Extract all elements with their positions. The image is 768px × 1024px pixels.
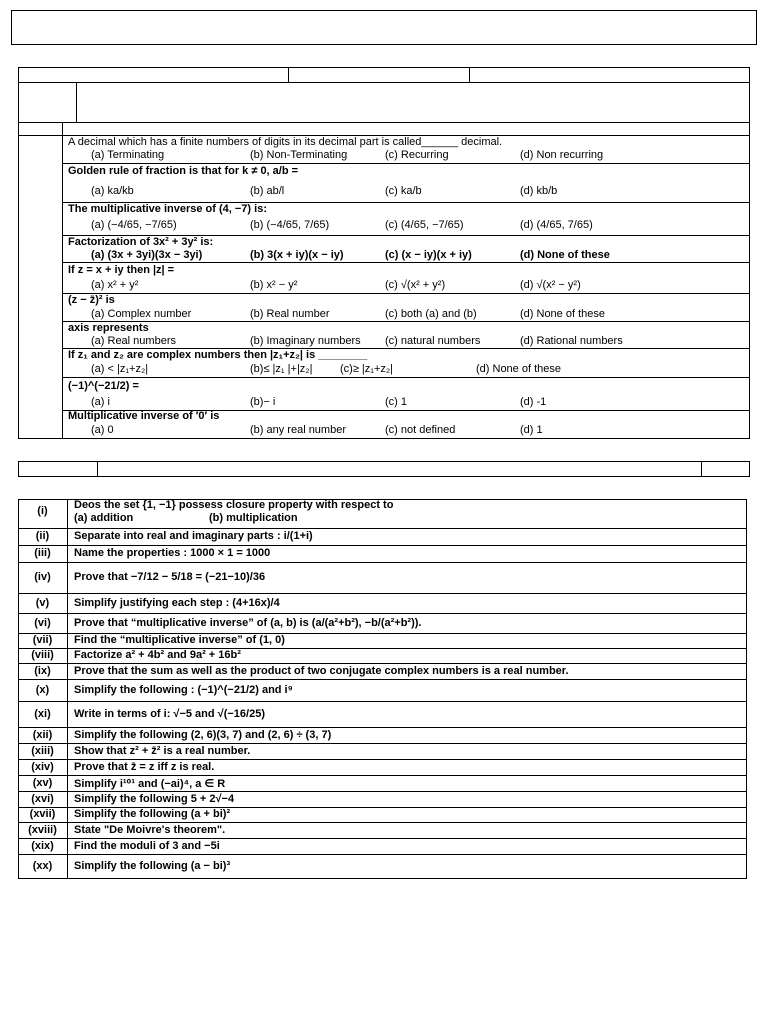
mcq-option: (d) None of these xyxy=(476,363,561,375)
short-question-number: (vii) xyxy=(32,634,53,646)
short-question-number: (vi) xyxy=(34,616,51,629)
mcq-option: (b) 3(x + iy)(x − iy) xyxy=(250,249,344,261)
short-question-number: (xix) xyxy=(31,839,54,852)
short-row-divider xyxy=(18,528,747,529)
mcq-option: (c) √(x² + y²) xyxy=(385,279,446,291)
short-question-text: Show that z² + z̄² is a real number. xyxy=(74,744,251,757)
mcq-option: (d) √(x² − y²) xyxy=(520,279,581,291)
mcq-row-divider xyxy=(62,163,750,164)
mcq-option: (b) any real number xyxy=(250,424,346,436)
mcq-option: (b) x² − y² xyxy=(250,279,298,291)
short-question-number: (xiv) xyxy=(31,760,54,773)
short-question-number: (v) xyxy=(35,596,50,609)
short-question-number: (xvi) xyxy=(31,792,54,805)
short-question-number: (ii) xyxy=(35,530,50,542)
short-question-text: Simplify the following (2, 6)(3, 7) and (2, 6) ÷ (3, 7) xyxy=(74,728,332,741)
short-question-number: (iii) xyxy=(34,547,51,559)
short-question-number: (x) xyxy=(35,683,50,696)
short-question-text: Prove that z̄ = z iff z is real. xyxy=(74,760,215,773)
mcq-option: (c) Recurring xyxy=(385,149,449,161)
mcq-option: (b) Imaginary numbers xyxy=(250,335,361,347)
mcq-option: (d) Rational numbers xyxy=(520,335,623,347)
mcq-option: (c) not defined xyxy=(385,424,456,436)
mcq-option: (b)≤ |z₁ |+|z₂| xyxy=(250,363,313,375)
short-row-divider xyxy=(18,593,747,594)
mcq-option: (b) (−4/65, 7/65) xyxy=(250,219,330,231)
mcq-question: A decimal which has a finite numbers of digits in its decimal part is called______ decimal. xyxy=(68,136,503,148)
short-question-text: Deos the set {1, −1} possess closure property with respect to xyxy=(74,499,394,511)
mcq-option: (c) both (a) and (b) xyxy=(385,308,477,320)
info-col-divider xyxy=(76,82,77,122)
mcq-option: (d) 1 xyxy=(520,424,543,436)
mcq-option: (a) x² + y² xyxy=(91,279,139,291)
mcq-option: (a) (−4/65, −7/65) xyxy=(91,219,177,231)
short-question-text: Simplify the following : (−1)^(−21/2) and i⁹ xyxy=(74,683,293,696)
mcq-option: (b) Non-Terminating xyxy=(250,149,348,161)
short-question-text: Simplify justifying each step : (4+16x)/4 xyxy=(74,596,280,609)
short-question-number: (xi) xyxy=(34,707,51,720)
mcq-row-divider xyxy=(62,377,750,378)
section-header-box xyxy=(18,461,750,477)
mcq-option: (a) ka/kb xyxy=(91,185,134,197)
mcq-question: Golden rule of fraction is that for k ≠ 0, a/b = xyxy=(68,165,299,177)
short-question-number: (xx) xyxy=(32,860,53,872)
short-question-text: Prove that the sum as well as the product of two conjugate complex numbers is a real number. xyxy=(74,664,569,677)
short-question-text: Find the moduli of 3 and −5i xyxy=(74,839,220,852)
mcq-option: (b) Real number xyxy=(250,308,330,320)
short-question-text: Prove that −7/12 − 5/18 = (−21−10)/36 xyxy=(74,571,266,583)
mcq-option: (c)≥ |z₁+z₂| xyxy=(340,363,394,375)
mcq-col-divider xyxy=(62,122,63,439)
short-question-number: (xii) xyxy=(32,728,53,741)
short-question-number: (xvii) xyxy=(29,808,56,820)
short-question-number: (xiii) xyxy=(31,744,54,757)
mcq-question: If z₁ and z₂ are complex numbers then |z₁+z₂| is ________ xyxy=(68,349,368,361)
short-row-divider xyxy=(18,679,747,680)
mcq-option: (a) Complex number xyxy=(91,308,192,320)
short-question-text: State "De Moivre's theorem". xyxy=(74,823,226,836)
short-question-text: Separate into real and imaginary parts : i/(1+i) xyxy=(74,530,313,542)
mcq-option: (d) Non recurring xyxy=(520,149,604,161)
mcq-option: (d) None of these xyxy=(520,308,605,320)
short-question-number: (xviii) xyxy=(28,823,57,836)
short-row-divider xyxy=(18,701,747,702)
short-question-subpart: (a) addition xyxy=(74,512,134,524)
short-question-number: (viii) xyxy=(31,649,54,661)
mcq-option: (d) -1 xyxy=(520,396,547,408)
short-row-divider xyxy=(18,545,747,546)
short-question-text: Write in terms of i: √−5 and √(−16/25) xyxy=(74,707,265,720)
header-box xyxy=(11,10,757,45)
mcq-question: (z − z̄)² is xyxy=(68,294,115,306)
mcq-question: If z = x + iy then |z| = xyxy=(68,264,175,276)
mcq-row-divider xyxy=(62,321,750,322)
short-row-divider xyxy=(18,613,747,614)
short-row-divider xyxy=(18,562,747,563)
info-col-divider xyxy=(469,67,470,82)
short-question-text: Simplify the following (a + bi)² xyxy=(74,808,231,820)
mcq-option: (a) Real numbers xyxy=(91,335,176,347)
short-row-divider xyxy=(18,854,747,855)
mcq-option: (c) (4/65, −7/65) xyxy=(385,219,464,231)
short-question-text: Simplify the following 5 + 2√−4 xyxy=(74,792,235,805)
short-question-number: (xv) xyxy=(32,776,53,789)
mcq-row-divider xyxy=(62,262,750,263)
info-row-divider xyxy=(18,82,750,83)
short-question-text: Find the “multiplicative inverse” of (1, 0) xyxy=(74,634,285,646)
mcq-question: axis represents xyxy=(68,322,149,334)
mcq-question: The multiplicative inverse of (4, −7) is: xyxy=(68,203,267,215)
mcq-option: (d) None of these xyxy=(520,249,610,261)
short-question-text: Name the properties : 1000 × 1 = 1000 xyxy=(74,547,271,559)
mcq-option: (c) 1 xyxy=(385,396,407,408)
mcq-option: (a) i xyxy=(91,396,110,408)
mcq-option: (c) natural numbers xyxy=(385,335,481,347)
info-col-divider xyxy=(288,67,289,82)
mcq-question: Multiplicative inverse of ′0′ is xyxy=(68,410,220,422)
mcq-option: (c) (x − iy)(x + iy) xyxy=(385,249,472,261)
short-question-text: Prove that “multiplicative inverse” of (a, b) is (a/(a²+b²), −b/(a²+b²)). xyxy=(74,616,422,629)
short-question-text: Factorize a² + 4b² and 9a² + 16b² xyxy=(74,649,241,661)
mcq-option: (c) ka/b xyxy=(385,185,422,197)
mcq-option: (b)− i xyxy=(250,396,276,408)
short-question-number: (i) xyxy=(37,505,48,517)
section-header-divider xyxy=(97,461,98,477)
section-header-divider xyxy=(701,461,702,477)
short-question-text: Simplify i¹⁰¹ and (−ai)⁴, a ∈ R xyxy=(74,777,226,790)
mcq-option: (a) 0 xyxy=(91,424,114,436)
mcq-option: (b) ab/l xyxy=(250,185,285,197)
short-question-text: Simplify the following (a − bi)³ xyxy=(74,860,231,872)
mcq-option: (d) kb/b xyxy=(520,185,558,197)
info-row-divider xyxy=(18,122,750,123)
mcq-question: Factorization of 3x² + 3y² is: xyxy=(68,236,214,248)
mcq-option: (d) (4/65, 7/65) xyxy=(520,219,593,231)
short-question-subpart: (b) multiplication xyxy=(209,512,298,524)
mcq-option: (a) (3x + 3yi)(3x − 3yi) xyxy=(91,249,203,261)
mcq-row-divider xyxy=(62,293,750,294)
short-question-number: (ix) xyxy=(34,664,51,677)
mcq-question: (−1)^(−21/2) = xyxy=(68,380,139,392)
short-question-number: (iv) xyxy=(34,571,51,583)
mcq-option: (a) < |z₁+z₂| xyxy=(91,363,149,375)
mcq-option: (a) Terminating xyxy=(91,149,165,161)
